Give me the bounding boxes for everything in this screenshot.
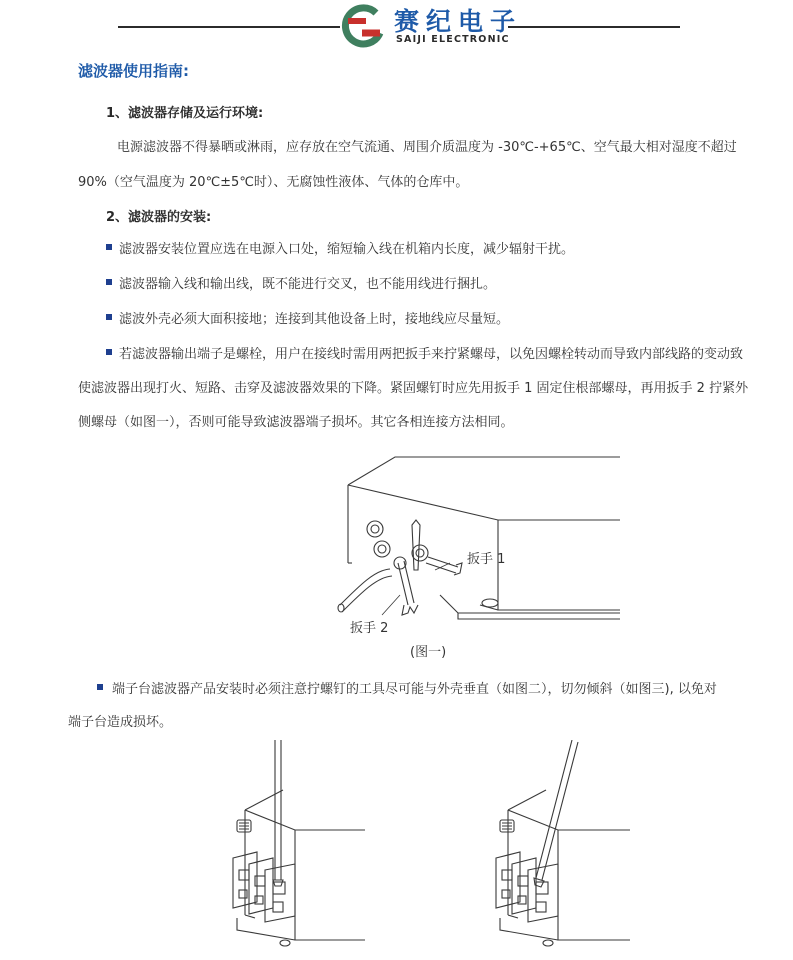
install-bullet-4-line-3: 侧螺母（如图一），否则可能导致滤波器端子损坏。其它各相连接方法相同。 bbox=[78, 415, 514, 430]
label-wrench-2: 扳手 2 bbox=[350, 621, 389, 636]
label-wrench-1: 扳手 1 bbox=[467, 552, 506, 567]
brand-name-en: SAIJI ELECTRONIC bbox=[396, 34, 510, 45]
header-rule-right bbox=[508, 26, 680, 28]
bullet-marker bbox=[106, 279, 112, 285]
bullet-marker bbox=[106, 314, 112, 320]
storage-text-line-2: 90%（空气温度为 20℃±5℃时）、无腐蚀性液体、气体的仓库中。 bbox=[78, 175, 469, 190]
terminal-note-line-1: 端子台滤波器产品安装时必须注意拧螺钉的工具尽可能与外壳垂直（如图二），切勿倾斜（如图三), 以免对 bbox=[112, 682, 717, 697]
install-bullet-2: 滤波器输入线和输出线，既不能进行交叉，也不能用线进行捆扎。 bbox=[119, 277, 497, 292]
page-title: 滤波器使用指南: bbox=[78, 62, 189, 80]
install-bullet-3: 滤波外壳必须大面积接地；连接到其他设备上时，接地线应尽量短。 bbox=[119, 312, 510, 327]
install-bullet-4-line-2: 使滤波器出现打火、短路、击穿及滤波器效果的下降。紧固螺钉时应先用扳手 1 固定住根部螺母，再用扳手 2 拧紧外 bbox=[78, 381, 749, 396]
install-bullet-4-line-1: 若滤波器输出端子是螺栓，用户在接线时需用两把扳手来拧紧螺母，以免因螺栓转动而导致内部线路的变动致 bbox=[119, 347, 744, 362]
bullet-marker bbox=[106, 244, 112, 250]
bullet-marker bbox=[106, 349, 112, 355]
bullet-marker bbox=[97, 684, 103, 690]
figure-1-wrench-diagram bbox=[330, 445, 620, 640]
section-heading-storage: 1、滤波器存储及运行环境: bbox=[106, 106, 264, 121]
figure-1-caption: (图一) bbox=[410, 645, 447, 660]
figure-3-tilted-tool bbox=[480, 740, 630, 955]
section-heading-installation: 2、滤波器的安装: bbox=[106, 210, 212, 225]
header-rule-left bbox=[118, 26, 340, 28]
saiji-logo-icon bbox=[340, 3, 388, 49]
leader-line-wrench-2 bbox=[382, 595, 400, 615]
install-bullet-1: 滤波器安装位置应选在电源入口处，缩短输入线在机箱内长度，减少辐射干扰。 bbox=[119, 242, 575, 257]
terminal-note-line-2: 端子台造成损坏。 bbox=[68, 715, 173, 730]
figure-2-vertical-tool bbox=[225, 740, 365, 955]
brand-name-cn: 赛纪电子 bbox=[394, 7, 523, 36]
storage-text-line-1: 电源滤波器不得暴晒或淋雨，应存放在空气流通、周围介质温度为 -30℃-+65℃、空气最大相对湿度不超过 bbox=[117, 140, 737, 155]
